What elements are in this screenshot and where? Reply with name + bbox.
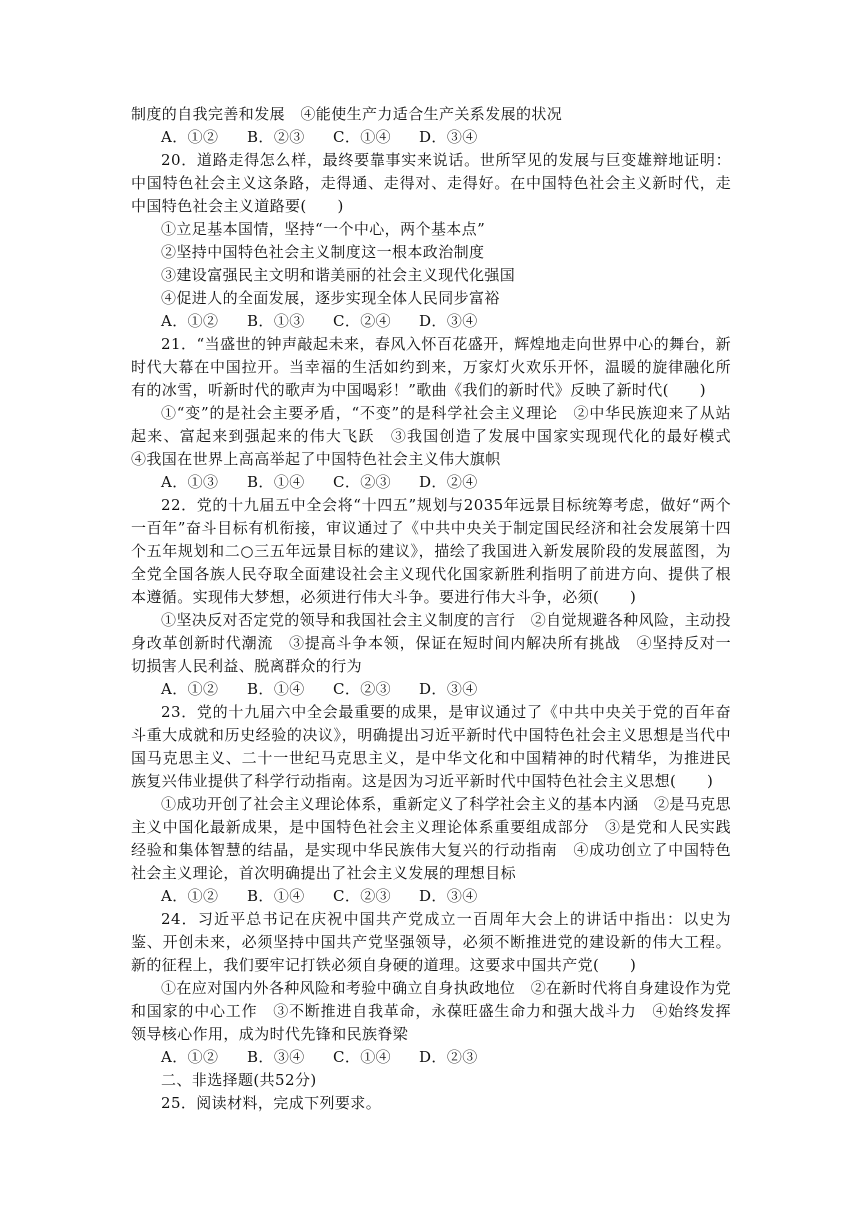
q24-choices: ①在应对国内外各种风险和考验中确立自身执政地位 ②在新时代将自身建设作为党和国家的中心工作 ③不断推进自我革命，永葆旺盛生命力和强大战斗力 ④始终发挥领导核心作用，成为时代先锋和民族脊梁 xyxy=(131,979,731,1043)
q20-choice-4: ④促进人的全面发展，逐步实现全体人民同步富裕 xyxy=(161,289,500,307)
q23-stem: 23．党的十九届六中全会最重要的成果，是审议通过了《中共中央关于党的百年奋斗重大成就和历史经验的决议》，明确提出习近平新时代中国特色社会主义思想是当代中国马克思主义、二十一世纪马克思主义，是中华文化和中国精神的时代精华，为推进民族复兴伟业提供了科学行动指南。这是因为习近平新时代中国特色社会主义思想( ) xyxy=(131,703,731,790)
page-content xyxy=(131,103,747,1115)
q21-choices: ①“变”的是社会主要矛盾，“不变”的是科学社会主义理论 ②中华民族迎来了从站起来、富起来到强起来的伟大飞跃 ③我国创造了发展中国家实现现代化的最好模式 ④我国在世界上高高举起了中国特色社会主义伟大旗帜 xyxy=(131,404,747,468)
q24-options xyxy=(131,1046,731,1069)
option-d: D．②④ xyxy=(419,473,478,491)
option-b: B．③④ xyxy=(247,1048,305,1066)
q23-choices: ①成功开创了社会主义理论体系，重新定义了科学社会主义的基本内涵 ②是马克思主义中国化最新成果，是中国特色社会主义理论体系重要组成部分 ③是党和人民实践经验和集体智慧的结晶，是实现中华民族伟大复兴的行动指南 ④成功创立了中国特色社会主义理论，首次明确提出了社会主义发展的理想目标 xyxy=(131,795,731,882)
q20-choice-3: ③建设富强民主文明和谐美丽的社会主义现代化强国 xyxy=(161,266,516,284)
option-d: D．③④ xyxy=(419,887,478,905)
q20-options xyxy=(131,310,731,333)
option-c: C．②③ xyxy=(333,680,392,698)
option-c: C．②④ xyxy=(333,312,392,330)
q21-options xyxy=(131,471,731,494)
q22-stem: 22．党的十九届五中全会将“十四五”规划与2035年远景目标统筹考虑，做好“两个一百年”奋斗目标有机衔接，审议通过了《中共中央关于制定国民经济和社会发展第十四个五年规划和二○三五年远景目标的建议》，描绘了我国进入新发展阶段的发展蓝图，为全党全国各族人民夺取全面建设社会主义现代化国家新胜利指明了前进方向、提供了根本遵循。实现伟大梦想，必须进行伟大斗争。要进行伟大斗争，必须( ) xyxy=(131,496,731,606)
option-a: A．①② xyxy=(161,1048,219,1066)
q20-choice-1: ①立足基本国情，坚持“一个中心，两个基本点” xyxy=(161,220,486,238)
option-b: B．①④ xyxy=(247,473,305,491)
option-b: B．①③ xyxy=(247,312,305,330)
option-c: C．①④ xyxy=(333,1048,392,1066)
q19-choices-tail: 制度的自我完善和发展 ④能使生产力适合生产关系发展的状况 xyxy=(131,105,563,123)
q20-stem: 20．道路走得怎么样，最终要靠事实来说话。世所罕见的发展与巨变雄辩地证明：中国特色社会主义这条路，走得通、走得对、走得好。在中国特色社会主义新时代，走中国特色社会主义道路要( ) xyxy=(131,151,731,215)
option-b: B．②③ xyxy=(247,128,305,146)
q24-stem: 24．习近平总书记在庆祝中国共产党成立一百周年大会上的讲话中指出：以史为鉴、开创未来，必须坚持中国共产党坚强领导，必须不断推进党的建设新的伟大工程。新的征程上，我们要牢记打铁必须自身硬的道理。这要求中国共产党( ) xyxy=(131,910,731,974)
q23-options xyxy=(131,885,731,908)
option-a: A．①② xyxy=(161,312,219,330)
option-d: D．③④ xyxy=(419,128,478,146)
option-d: D．②③ xyxy=(419,1048,478,1066)
option-d: D．③④ xyxy=(419,680,478,698)
option-c: C．②③ xyxy=(333,887,392,905)
option-b: B．①④ xyxy=(247,887,305,905)
q20-choice-2: ②坚持中国特色社会主义制度这一根本政治制度 xyxy=(161,243,485,261)
option-b: B．①④ xyxy=(247,680,305,698)
option-a: A．①② xyxy=(161,680,219,698)
q21-stem: 21．“当盛世的钟声敲起未来，春风入怀百花盛开，辉煌地走向世界中心的舞台，新时代大幕在中国拉开。当幸福的生活如约到来，万家灯火欢乐开怀，温暖的旋律融化所有的冰雪，听新时代的歌声为中国喝彩！”歌曲《我们的新时代》反映了新时代( ) xyxy=(131,335,731,399)
q22-options xyxy=(131,678,731,701)
option-c: C．①④ xyxy=(333,128,392,146)
option-d: D．③④ xyxy=(419,312,478,330)
option-c: C．②③ xyxy=(333,473,392,491)
section-heading: 二、非选择题(共52分) xyxy=(161,1071,317,1089)
q25-stem: 25．阅读材料，完成下列要求。 xyxy=(161,1094,382,1112)
option-a: A．①③ xyxy=(161,473,219,491)
option-a: A．①② xyxy=(161,128,219,146)
q22-choices: ①坚决反对否定党的领导和我国社会主义制度的言行 ②自觉规避各种风险，主动投身改革创新时代潮流 ③提高斗争本领，保证在短时间内解决所有挑战 ④坚持反对一切损害人民利益、脱离群众的行为 xyxy=(131,611,731,675)
option-a: A．①② xyxy=(161,887,219,905)
q19-options xyxy=(131,126,731,149)
